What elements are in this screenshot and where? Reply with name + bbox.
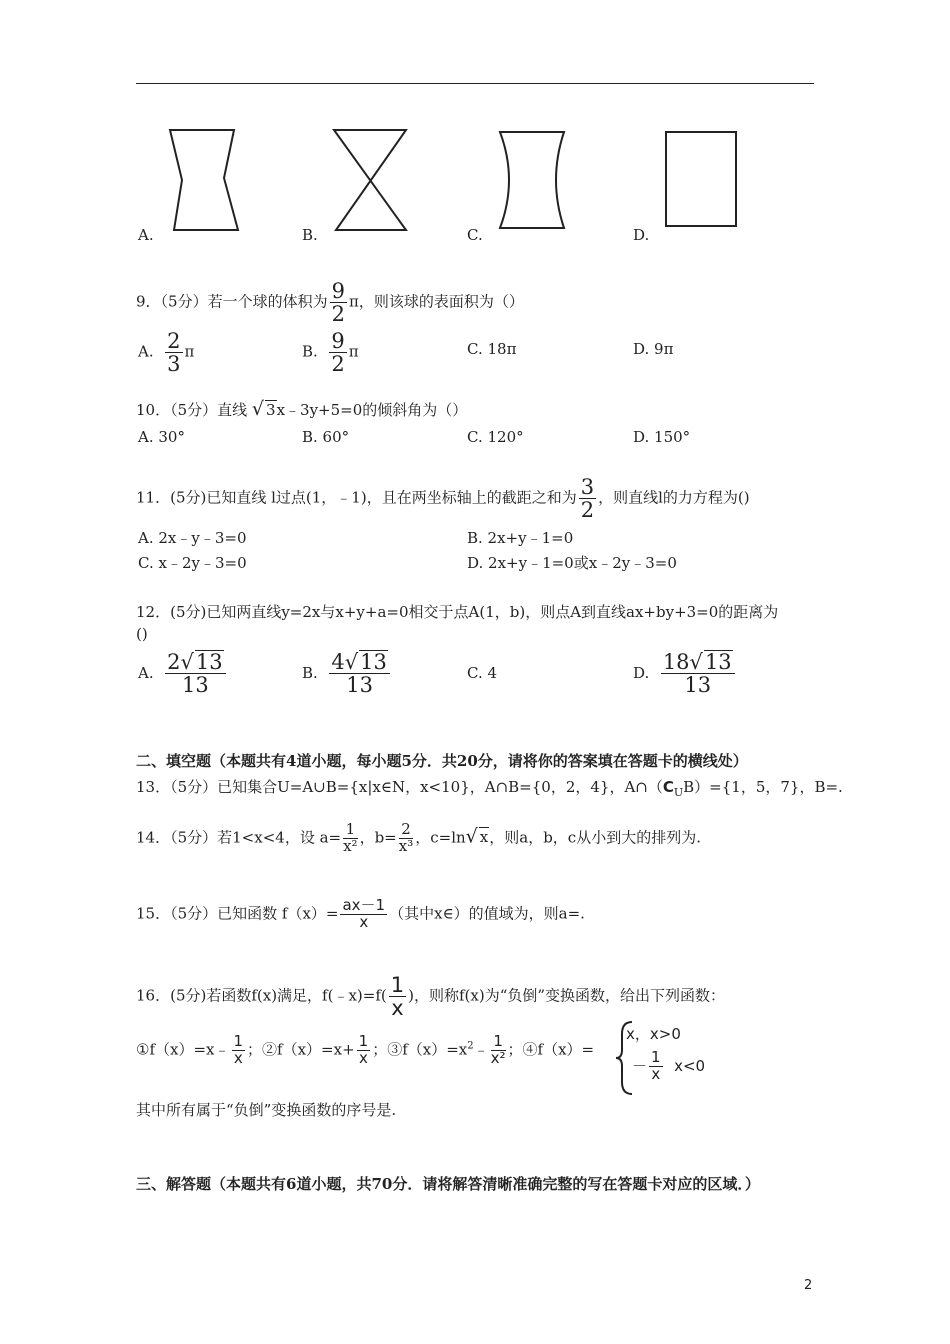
header-rule [136, 83, 814, 84]
figure-d [658, 126, 748, 234]
piecewise-case-2: － $\frac{1}{x}$ x<0 [632, 1048, 706, 1083]
q8-option-b: B. [302, 226, 318, 244]
q10-stem: 10．（5分）直线 √ 3x﹣3y+5=0的倾斜角为（） [136, 398, 468, 420]
q13: 13．（5分）已知集合U=A∪B={x|x∈N，x<10}，A∩B={0，2，4}，$A\cap(C_UB)=\{1$，5，7}，B=. [136, 778, 843, 799]
q15: 15．（5分）已知函数 f（x）= $\frac{ax-1}{x}$ （其中x∈）的值域为，则a=. [136, 896, 585, 931]
fraction: $\frac{9}{2}$ [331, 279, 345, 327]
q10-option-a: A. 30° [138, 428, 185, 446]
q16-functions: ①f（x）=x﹣ $\frac{1}{x}$ ；②f（x）=x+ $\frac{1}{x}$ ；$③f(x)=x^2﹣$ $\frac{1}{\text{x²}}$ ；④f（x）= [136, 1032, 595, 1067]
q11-option-b: B. 2x+y﹣1=0 [467, 529, 574, 547]
figure-a [160, 126, 250, 234]
q12-option-a: A. $\frac{2√13}{13}$ [138, 650, 228, 696]
q11-option-d: D. 2x+y﹣1=0或x﹣2y﹣3=0 [467, 554, 677, 572]
page-number: 2 [804, 1278, 813, 1293]
q11-option-c: C. x﹣2y﹣3=0 [138, 554, 247, 572]
q9-option-d: D. 9π [633, 340, 674, 358]
q10-option-d: D. 150° [633, 428, 691, 446]
q8-option-a: A. [138, 226, 154, 244]
q11-stem: 11．(5分)已知直线 l过点(1，﹣1)，且在两坐标轴上的截距之和为 $\frac{3}{2}$ ，则直线l的力方程为() [136, 475, 750, 523]
q16-stem: 16．(5分)若函数f(x)满足，f(﹣x)=f( $\frac{1}{x}$ )，则称f(x)为“负倒”变换函数，给出下列函数： [136, 973, 726, 1021]
piecewise-case-1: x，x>0 [626, 1025, 681, 1043]
q9-option-b: B. $\frac{9}{2}$ π [302, 329, 359, 377]
q9-option-c: C. 18π [467, 340, 517, 358]
q14: 14．（5分）若1<x<4，设 a= $\frac{1}{\text{x²}}$ ，b= $\frac{2}{\text{x³}}$ ，c=ln√ x，则a，b，c从小到大的排列为. [136, 820, 701, 855]
q16-closing: 其中所有属于“负倒”变换函数的序号是. [136, 1101, 397, 1119]
figure-b [326, 126, 416, 234]
q10-option-b: B. 60° [302, 428, 350, 446]
q12-option-d: D. $\frac{18√13}{13}$ [633, 650, 737, 696]
section-2-heading: 二、填空题（本题共有4道小题，每小题5分．共20分，请将你的答案填在答题卡的横线处） [136, 752, 748, 770]
q12-stem-cont: () [136, 625, 148, 643]
q9-stem: 9．（5分）若一个球的体积为 $\frac{9}{2}$ π，则该球的表面积为（） [136, 279, 524, 327]
q10-option-c: C. 120° [467, 428, 524, 446]
q11-option-a: A. 2x﹣y﹣3=0 [138, 529, 247, 547]
figure-c [490, 126, 580, 234]
q8-option-c: C. [467, 226, 483, 244]
q12-option-b: B. $\frac{4√13}{13}$ [302, 650, 392, 696]
q9-option-a: A. $\frac{2}{3}$ π [138, 329, 195, 377]
q8-option-d: D. [633, 226, 650, 244]
section-3-heading: 三、解答题（本题共有6道小题，共70分．请将解答清晰准确完整的写在答题卡对应的区域．） [136, 1175, 760, 1193]
q12-option-c: C. 4 [467, 664, 498, 682]
q12-stem: 12．(5分)已知两直线y=2x与x+y+a=0相交于点A(1，b)，则点A到直线ax+by+3=0的距离为 [136, 603, 779, 621]
